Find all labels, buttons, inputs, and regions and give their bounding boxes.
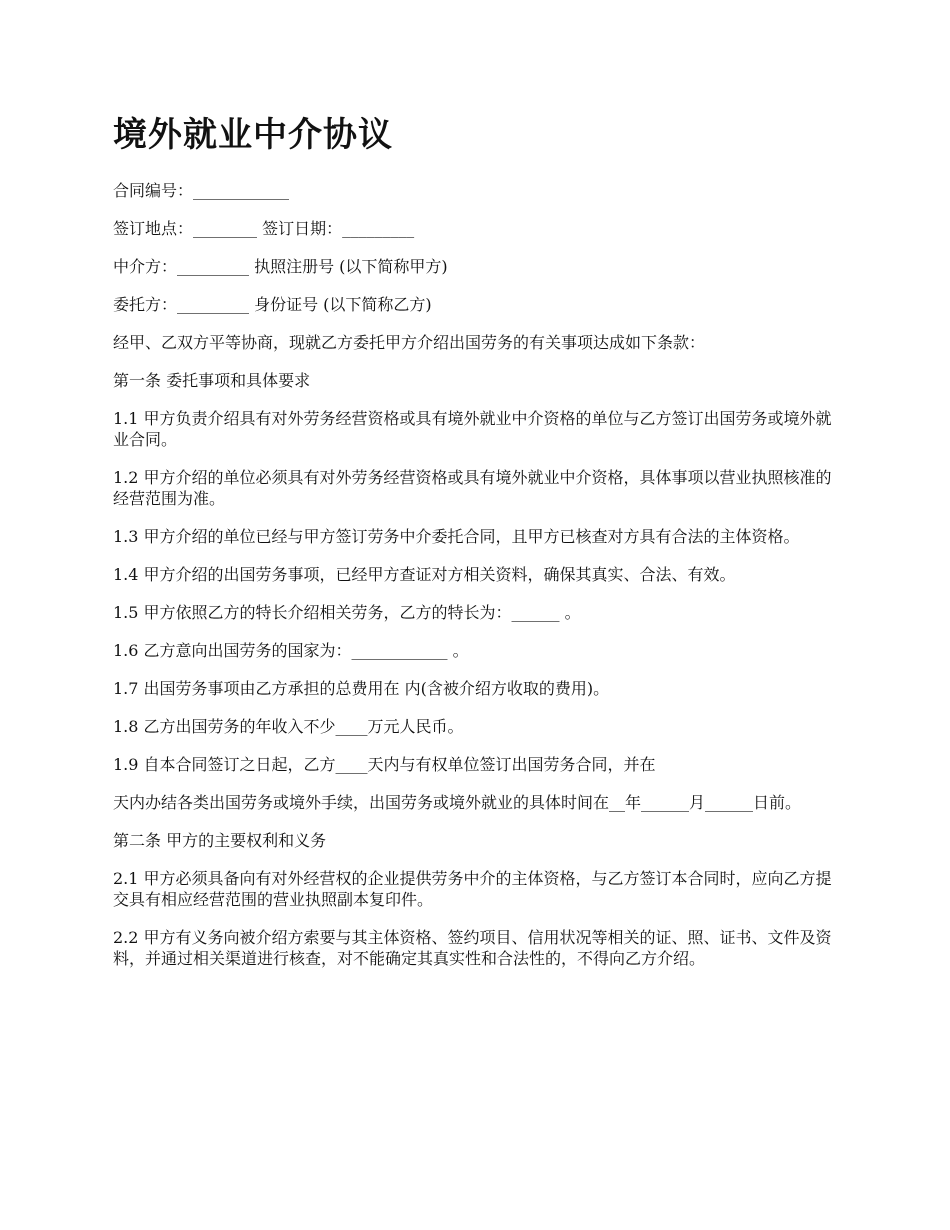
client-party: 委托方：_________ 身份证号 (以下简称乙方) <box>113 295 432 314</box>
clause-2-1: 2.1 甲方必须具备向有对外经营权的企业提供劳务中介的主体资格，与乙方签订本合同时，应向乙方提交具有相应经营范围的营业执照副本复印件。 <box>113 869 832 909</box>
clause-1-2: 1.2 甲方介绍的单位必须具有对外劳务经营资格或具有境外就业中介资格，具体事项以营业执照核准的经营范围为准。 <box>113 468 832 508</box>
contract-number: 合同编号：____________ <box>113 181 290 200</box>
clause-1-8: 1.8 乙方出国劳务的年收入不少____万元人民币。 <box>113 717 464 736</box>
article-1-heading: 第一条 委托事项和具体要求 <box>113 371 311 390</box>
preamble: 经甲、乙双方平等协商，现就乙方委托甲方介绍出国劳务的有关事项达成如下条款： <box>113 333 706 352</box>
clause-1-5: 1.5 甲方依照乙方的特长介绍相关劳务，乙方的特长为：______ 。 <box>113 603 581 622</box>
document-page <box>113 112 835 986</box>
document-title: 境外就业中介协议 <box>113 115 393 155</box>
clause-1-7: 1.7 出国劳务事项由乙方承担的总费用在 内(含被介绍方收取的费用)。 <box>113 679 610 698</box>
clause-1-3: 1.3 甲方介绍的单位已经与甲方签订劳务中介委托合同，且甲方已核查对方具有合法的主体资格。 <box>113 527 800 546</box>
signing-place-date: 签订地点：________ 签订日期：_________ <box>113 219 415 238</box>
clause-2-2: 2.2 甲方有义务向被介绍方索要与其主体资格、签约项目、信用状况等相关的证、照、证书、文件及资料，并通过相关渠道进行核查，对不能确定其真实性和合法性的，不得向乙方介绍。 <box>113 928 832 968</box>
agency-party: 中介方：_________ 执照注册号 (以下简称甲方) <box>113 257 448 276</box>
clause-1-1: 1.1 甲方负责介绍具有对外劳务经营资格或具有境外就业中介资格的单位与乙方签订出国劳务或境外就业合同。 <box>113 409 832 449</box>
clause-1-4: 1.4 甲方介绍的出国劳务事项，已经甲方查证对方相关资料，确保其真实、合法、有效。 <box>113 565 736 584</box>
clause-1-9: 1.9 自本合同签订之日起，乙方____天内与有权单位签订出国劳务合同，并在 <box>113 755 656 774</box>
clause-1-9-continued: 天内办结各类出国劳务或境外手续，出国劳务或境外就业的具体时间在__年______月______日前。 <box>113 793 802 812</box>
article-2-heading: 第二条 甲方的主要权利和义务 <box>113 831 327 850</box>
clause-1-6: 1.6 乙方意向出国劳务的国家为：____________ 。 <box>113 641 469 660</box>
